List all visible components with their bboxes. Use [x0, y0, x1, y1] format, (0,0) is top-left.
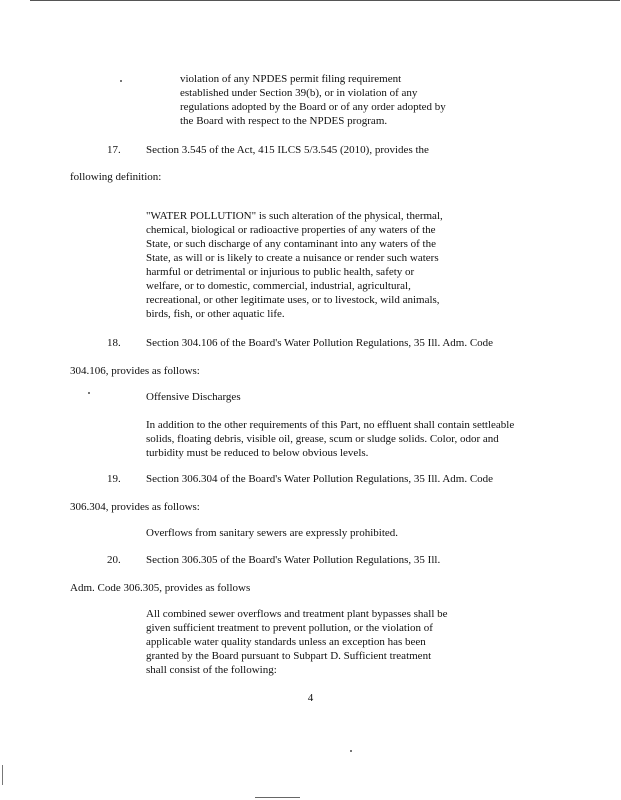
- scan-edge-left: [2, 765, 3, 785]
- para18-number: 18.: [107, 337, 121, 349]
- scan-speck: [350, 750, 352, 752]
- para19-quote: Overflows from sanitary sewers are expressly prohibited.: [146, 527, 399, 539]
- para17-quote: "WATER POLLUTION" is such alteration of the physical, thermal, chemical, biological or radioactive properties of any waters of the State, or such discharge of any contaminant into any waters of the State, as will or is likely to create a nuisance or render such waters harmful or detrimental or injurious to public health, safety or welfare, or to domestic, commercial, industrial, agricultural, recreational, or other legitimate uses, or to livestock, wild animals, birds, fish, or other aquatic life.: [146, 210, 443, 320]
- para18-continuation: 304.106, provides as follows:: [70, 365, 200, 377]
- scan-edge-top: [30, 0, 620, 1]
- para18-quote: In addition to the other requirements of this Part, no effluent shall contain settleable solids, floating debris, visible oil, grease, scum or sludge solids. Color, odor and turbidity must be reduced to below obvious levels.: [146, 419, 515, 459]
- quote-npdes: violation of any NPDES permit filing requirement established under Section 39(b), or in violation of any regulations adopted by the Board or of any order adopted by the Board with respect to the NPDES program.: [180, 73, 446, 127]
- para20-continuation: Adm. Code 306.305, provides as follows: [70, 582, 251, 594]
- scan-edge-bottom: [255, 797, 300, 798]
- para18-text: Section 304.106 of the Board's Water Pollution Regulations, 35 Ill. Adm. Code: [146, 337, 494, 349]
- scan-speck: [88, 392, 90, 394]
- para20-text: Section 306.305 of the Board's Water Pollution Regulations, 35 Ill.: [146, 554, 441, 566]
- para19-number: 19.: [107, 473, 121, 485]
- para17-continuation: following definition:: [70, 171, 162, 183]
- para17-number: 17.: [107, 144, 121, 156]
- para18-heading: Offensive Discharges: [146, 391, 241, 403]
- page-number: 4: [307, 692, 314, 704]
- para17-text: Section 3.545 of the Act, 415 ILCS 5/3.545 (2010), provides the: [146, 144, 429, 156]
- para20-quote: All combined sewer overflows and treatment plant bypasses shall be given sufficient treatment to prevent pollution, or the violation of applicable water quality standards unless an exception has been granted by the Board pursuant to Subpart D. Sufficient treatment shall consist of the following:: [146, 608, 448, 676]
- para19-text: Section 306.304 of the Board's Water Pollution Regulations, 35 Ill. Adm. Code: [146, 473, 494, 485]
- scan-speck: [120, 80, 122, 82]
- para19-continuation: 306.304, provides as follows:: [70, 501, 200, 513]
- para20-number: 20.: [107, 554, 121, 566]
